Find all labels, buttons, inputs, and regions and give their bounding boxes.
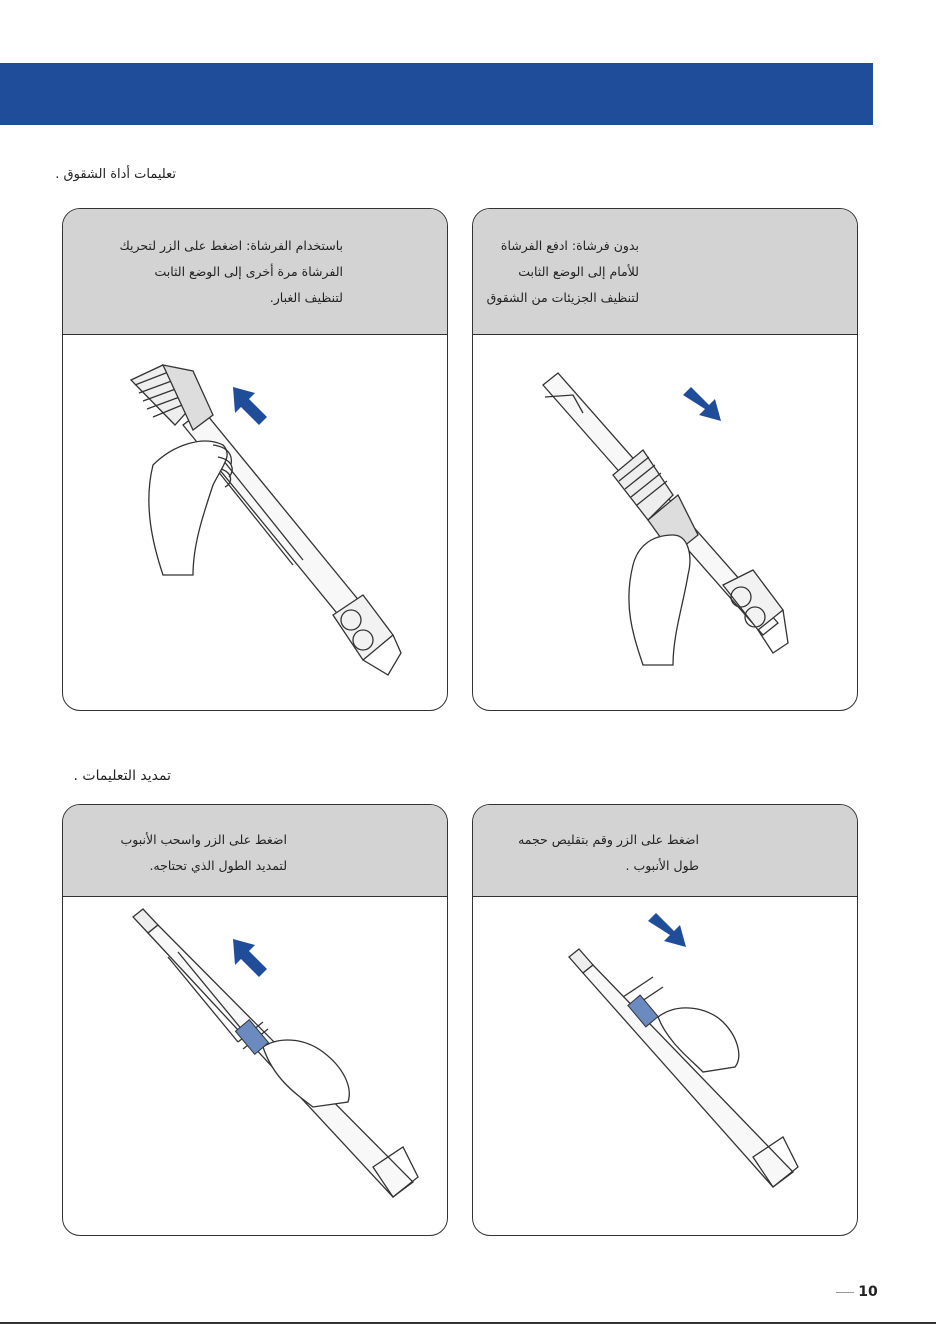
arrow-up-left-icon [233, 387, 267, 425]
extend-tube-illustration [63, 897, 446, 1234]
caption-line: الفرشاة مرة أخرى إلى الوضع الثابت [154, 264, 343, 279]
instruction-panel-retract-tube [472, 804, 858, 1236]
page-number: 10 [848, 1276, 888, 1308]
caption-line: اضغط على الزر واسحب الأنبوب [120, 832, 287, 847]
caption-line: باستخدام الفرشاة: اضغط على الزر لتحريك [119, 238, 343, 253]
section-title-crevice-tool: تعليمات أداة الشقوق . [55, 167, 176, 182]
arrow-up-left-icon [233, 939, 267, 977]
arrow-down-right-icon [683, 387, 721, 421]
caption-line: للأمام إلى الوضع الثابت [518, 264, 639, 279]
crevice-tool-without-brush-illustration [473, 335, 856, 709]
caption-line: طول الأنبوب . [625, 858, 699, 873]
panel-caption [473, 805, 857, 897]
section-title-extension: تمديد التعليمات . [73, 768, 171, 784]
panel-caption [63, 805, 447, 897]
caption-line: اضغط على الزر وقم بتقليص حجمه [518, 832, 699, 847]
instruction-panel-without-brush [472, 208, 858, 711]
caption-line: لتمديد الطول الذي تحتاجه. [149, 858, 287, 873]
arrow-down-right-icon [648, 913, 686, 947]
instruction-panel-extend-tube [62, 804, 448, 1236]
caption-line: لتنظيف الغبار. [269, 290, 343, 305]
instruction-panel-with-brush [62, 208, 448, 711]
caption-line: لتنظيف الجزيئات من الشقوق [486, 290, 639, 305]
panel-caption [63, 209, 447, 335]
panel-caption [473, 209, 857, 335]
crevice-tool-with-brush-illustration [63, 335, 446, 709]
header-band [0, 63, 873, 125]
retract-tube-illustration [473, 897, 856, 1234]
caption-line: بدون فرشاة: ادفع الفرشاة [500, 238, 639, 253]
